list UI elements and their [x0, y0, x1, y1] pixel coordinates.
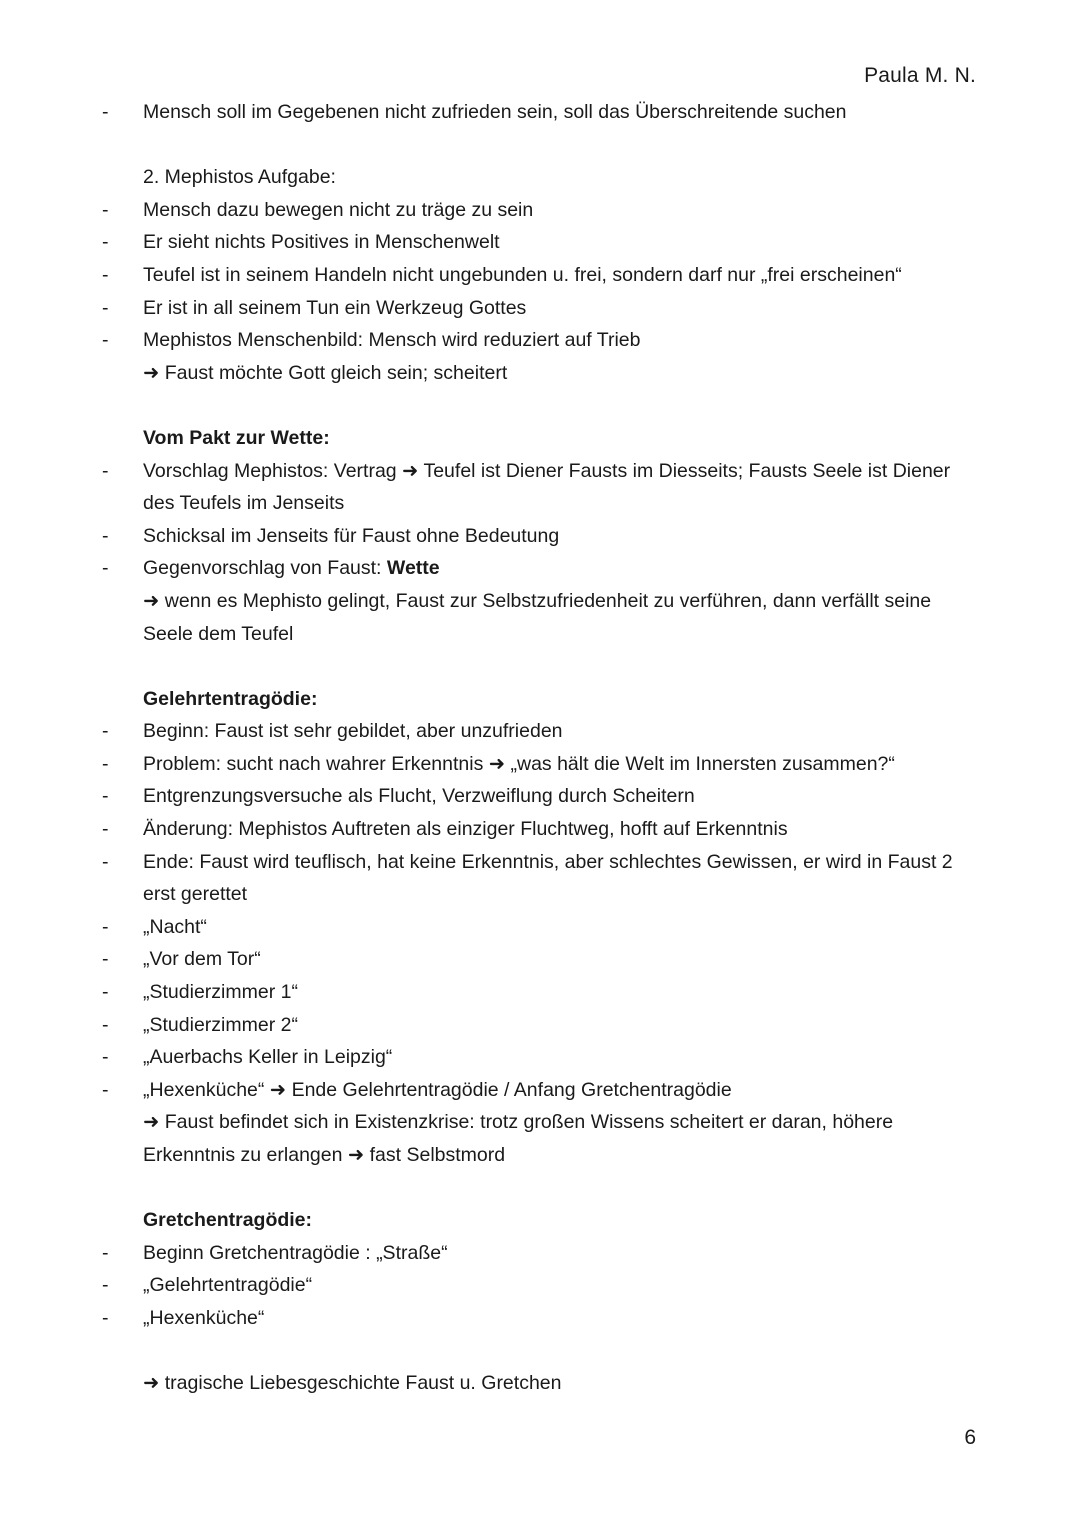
- bullet-dash: -: [102, 1013, 109, 1036]
- line-text: Mensch soll im Gegebenen nicht zufrieden sein, soll das Überschreitende suchen: [143, 101, 847, 123]
- bullet-dash: -: [102, 948, 109, 971]
- bullet-dash: -: [102, 459, 109, 482]
- line-text: Beginn Gretchentragödie : „Straße“: [143, 1241, 448, 1264]
- line-text: erst gerettet: [143, 883, 248, 906]
- blank-line: [0, 1335, 1080, 1368]
- blank-line: [0, 1172, 1080, 1205]
- bullet-item: [0, 943, 1080, 976]
- bullet-dash: -: [102, 1046, 109, 1069]
- blank-line: [0, 129, 1080, 162]
- text-line: [0, 357, 1080, 390]
- text-line: [0, 487, 1080, 520]
- bullet-item: [0, 292, 1080, 325]
- line-text: Vom Pakt zur Wette:: [143, 426, 330, 449]
- line-text: Er ist in all seinem Tun ein Werkzeug Gottes: [143, 296, 527, 319]
- line-text: Gelehrtentragödie:: [143, 687, 318, 710]
- section-heading: [0, 1204, 1080, 1237]
- bullet-dash: -: [102, 263, 109, 286]
- bullet-dash: -: [102, 850, 109, 873]
- line-text: Ende: Faust wird teuflisch, hat keine Erkenntnis, aber schlechtes Gewissen, er wird in Faust 2: [143, 850, 953, 873]
- text-line: [0, 585, 1080, 618]
- line-text: Mensch dazu bewegen nicht zu träge zu sein: [143, 198, 534, 221]
- bullet-item: [0, 1269, 1080, 1302]
- line-text: Vorschlag Mephistos: Vertrag ➜ Teufel ist Diener Fausts im Diesseits; Fausts Seele ist Diener: [143, 459, 951, 482]
- bullet-item: [0, 1302, 1080, 1335]
- bullet-dash: -: [102, 296, 109, 319]
- bullet-item: [0, 976, 1080, 1009]
- bullet-item: [0, 324, 1080, 357]
- line-text: „Hexenküche“: [143, 1306, 265, 1329]
- bullet-dash: -: [102, 720, 109, 743]
- line-text: Er sieht nichts Positives in Menschenwelt: [143, 231, 500, 254]
- bullet-item: [0, 520, 1080, 553]
- line-text: Änderung: Mephistos Auftreten als einziger Fluchtweg, hofft auf Erkenntnis: [143, 818, 788, 841]
- line-text: Gretchentragödie:: [143, 1209, 313, 1232]
- bullet-dash: -: [102, 524, 109, 547]
- bullet-dash: -: [102, 101, 109, 123]
- text-line: [0, 1106, 1080, 1139]
- line-text: „Studierzimmer 1“: [143, 981, 298, 1004]
- bullet-dash: -: [102, 1078, 109, 1101]
- line-text: „Auerbachs Keller in Leipzig“: [143, 1046, 393, 1069]
- bullet-item: [0, 259, 1080, 292]
- bullet-dash: -: [102, 1241, 109, 1264]
- bullet-item: [0, 455, 1080, 488]
- line-text: ➜ tragische Liebesgeschichte Faust u. Gretchen: [143, 1372, 562, 1395]
- section-heading: [0, 422, 1080, 455]
- line-text: „Studierzimmer 2“: [143, 1013, 298, 1036]
- line-text: Entgrenzungsversuche als Flucht, Verzweiflung durch Scheitern: [143, 785, 695, 808]
- bullet-item: [0, 1074, 1080, 1107]
- bullet-dash: -: [102, 329, 109, 352]
- line-text: 2. Mephistos Aufgabe:: [143, 166, 336, 189]
- blank-line: [0, 650, 1080, 683]
- bullet-item: [0, 1237, 1080, 1270]
- bullet-item: [0, 846, 1080, 879]
- section-heading: [0, 683, 1080, 716]
- bullet-item: [0, 226, 1080, 259]
- bullet-item: [0, 813, 1080, 846]
- text-line: [0, 618, 1080, 651]
- bullet-dash: -: [102, 198, 109, 221]
- line-text: ➜ Faust befindet sich in Existenzkrise: trotz großen Wissens scheitert er daran, höhere: [143, 1111, 894, 1134]
- line-text: „Nacht“: [143, 915, 207, 938]
- bullet-dash: -: [102, 231, 109, 254]
- bullet-dash: -: [102, 1274, 109, 1297]
- document-body: [0, 96, 1080, 1400]
- bullet-item: [0, 748, 1080, 781]
- bullet-item: [0, 552, 1080, 585]
- text-line: [0, 878, 1080, 911]
- line-text: Gegenvorschlag von Faust: Wette: [143, 557, 440, 580]
- bullet-dash: -: [102, 818, 109, 841]
- bullet-item: [0, 780, 1080, 813]
- bullet-item: [0, 715, 1080, 748]
- text-line: [0, 1139, 1080, 1172]
- line-text: Mephistos Menschenbild: Mensch wird reduziert auf Trieb: [143, 329, 641, 352]
- bullet-item: [0, 1009, 1080, 1042]
- bullet-item: [0, 194, 1080, 227]
- author-name: Paula M. N.: [864, 64, 976, 87]
- bullet-dash: -: [102, 981, 109, 1004]
- bullet-dash: -: [102, 557, 109, 580]
- line-text: „Vor dem Tor“: [143, 948, 261, 971]
- bullet-item: [0, 1041, 1080, 1074]
- blank-line: [0, 389, 1080, 422]
- line-text: Beginn: Faust ist sehr gebildet, aber unzufrieden: [143, 720, 563, 743]
- bullet-dash: -: [102, 1306, 109, 1329]
- line-text: „Gelehrtentragödie“: [143, 1274, 313, 1297]
- line-text: des Teufels im Jenseits: [143, 492, 345, 515]
- text-line: [0, 161, 1080, 194]
- bullet-dash: -: [102, 752, 109, 775]
- line-text: ➜ wenn es Mephisto gelingt, Faust zur Selbstzufriedenheit zu verführen, dann verfällt seine: [143, 589, 932, 612]
- page-number: 6: [964, 1426, 976, 1449]
- bullet-dash: -: [102, 785, 109, 808]
- text-line: [0, 1367, 1080, 1400]
- line-text: Erkenntnis zu erlangen ➜ fast Selbstmord: [143, 1144, 506, 1166]
- bold-term: Wette: [386, 557, 440, 580]
- bullet-item: [0, 96, 1080, 129]
- bullet-item: [0, 911, 1080, 944]
- line-text: „Hexenküche“ ➜ Ende Gelehrtentragödie / Anfang Gretchentragödie: [143, 1078, 732, 1101]
- line-text: Teufel ist in seinem Handeln nicht ungebunden u. frei, sondern darf nur „frei erscheinen“: [143, 263, 902, 286]
- line-text: Schicksal im Jenseits für Faust ohne Bedeutung: [143, 524, 560, 547]
- bullet-dash: -: [102, 915, 109, 938]
- line-text: ➜ Faust möchte Gott gleich sein; scheitert: [143, 361, 508, 384]
- line-text: Problem: sucht nach wahrer Erkenntnis ➜ „was hält die Welt im Innersten zusammen?“: [143, 752, 895, 775]
- line-text: Seele dem Teufel: [143, 622, 294, 645]
